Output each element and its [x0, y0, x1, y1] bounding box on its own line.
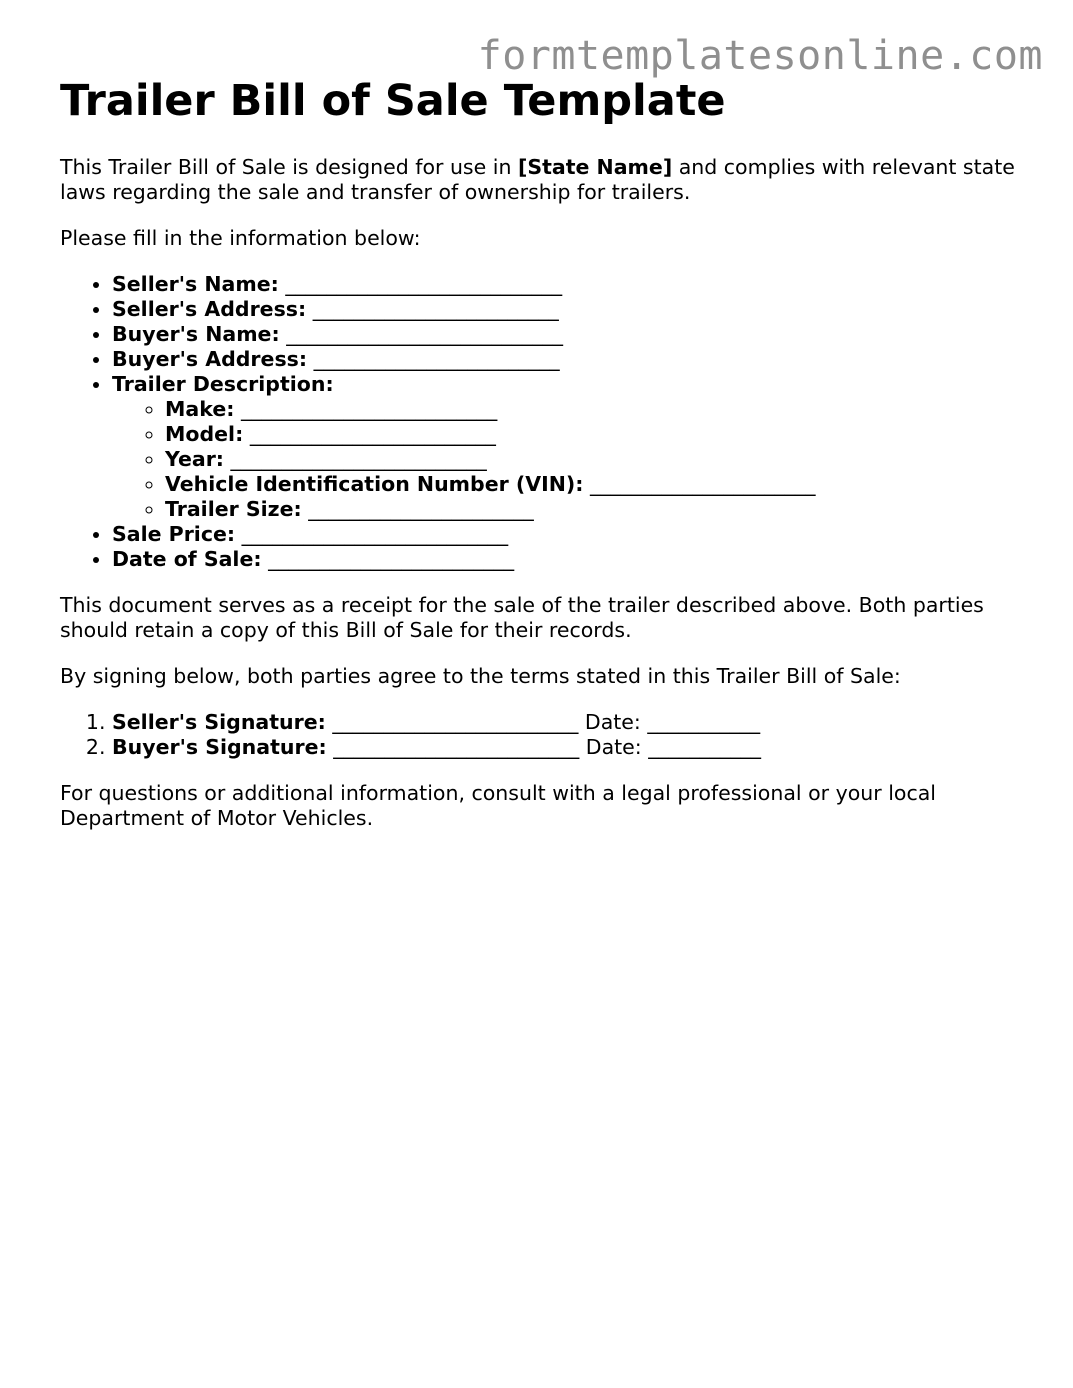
- list-item-seller-signature: [112, 710, 1020, 735]
- buyer-address-field[interactable]: ________________________: [313, 347, 560, 371]
- buyer-name-label: Buyer's Name:: [112, 322, 280, 346]
- buyer-signature-label: Buyer's Signature:: [112, 735, 327, 759]
- buyer-date-label: Date:: [585, 735, 642, 759]
- document-title: Trailer Bill of Sale Template: [60, 76, 726, 126]
- buyer-signature-field[interactable]: ________________________: [333, 735, 580, 759]
- seller-signature-label: Seller's Signature:: [112, 710, 326, 734]
- date-of-sale-label: Date of Sale:: [112, 547, 262, 571]
- seller-date-label: Date:: [584, 710, 641, 734]
- seller-date-field[interactable]: ___________: [647, 710, 761, 734]
- signature-list: [60, 710, 1020, 760]
- intro-paragraph: [60, 155, 1020, 205]
- list-item-buyer-address: [112, 347, 1020, 372]
- intro-text-after: and complies with relevant state laws regarding the sale and transfer of ownership for trailers.: [60, 155, 1015, 204]
- site-watermark: formtemplatesonline.com: [477, 33, 1043, 79]
- list-item-trailer-description: [112, 372, 1020, 522]
- list-item-buyer-name: [112, 322, 1020, 347]
- seller-address-label: Seller's Address:: [112, 297, 307, 321]
- intro-text-before: This Trailer Bill of Sale is designed for use in: [60, 155, 518, 179]
- seller-signature-field[interactable]: ________________________: [332, 710, 579, 734]
- list-item-sale-price: [112, 522, 1020, 547]
- sale-price-label: Sale Price:: [112, 522, 236, 546]
- document-body: [60, 155, 1020, 852]
- list-item-seller-name: [112, 272, 1020, 297]
- model-label: Model:: [165, 422, 244, 446]
- model-field[interactable]: ________________________: [249, 422, 496, 446]
- list-item-trailer-size: [165, 497, 1020, 522]
- closing-paragraph: For questions or additional information, consult with a legal professional or your local Department of Motor Vehicles.: [60, 781, 936, 830]
- buyer-date-field[interactable]: ___________: [648, 735, 761, 759]
- list-item-date-of-sale: [112, 547, 1020, 572]
- buyer-address-label: Buyer's Address:: [112, 347, 308, 371]
- year-label: Year:: [165, 447, 225, 471]
- instructions-paragraph: Please fill in the information below:: [60, 226, 421, 250]
- trailer-size-label: Trailer Size:: [165, 497, 302, 521]
- date-of-sale-field[interactable]: ________________________: [268, 547, 515, 571]
- make-label: Make:: [165, 397, 235, 421]
- seller-name-field[interactable]: ___________________________: [285, 272, 563, 296]
- seller-address-field[interactable]: ________________________: [312, 297, 559, 321]
- signing-paragraph: By signing below, both parties agree to the terms stated in this Trailer Bill of Sale:: [60, 664, 901, 688]
- list-item-make: [165, 397, 1020, 422]
- list-item-buyer-signature: [112, 735, 1020, 760]
- trailer-description-label: Trailer Description:: [112, 372, 334, 396]
- vin-field[interactable]: ______________________: [590, 472, 816, 496]
- list-item-vin: [165, 472, 1020, 497]
- list-item-seller-address: [112, 297, 1020, 322]
- buyer-name-field[interactable]: ___________________________: [286, 322, 563, 346]
- make-field[interactable]: _________________________: [240, 397, 498, 421]
- sale-details-list: [60, 272, 1020, 572]
- year-field[interactable]: _________________________: [230, 447, 487, 471]
- vin-label: Vehicle Identification Number (VIN):: [165, 472, 584, 496]
- list-item-model: [165, 422, 1020, 447]
- receipt-paragraph: This document serves as a receipt for the sale of the trailer described above. Both parties should retain a copy of this Bill of Sale for their records.: [60, 593, 984, 642]
- seller-name-label: Seller's Name:: [112, 272, 279, 296]
- trailer-description-sublist: [112, 397, 1020, 522]
- sale-price-field[interactable]: __________________________: [241, 522, 509, 546]
- list-item-year: [165, 447, 1020, 472]
- state-name-placeholder: [State Name]: [517, 155, 673, 179]
- trailer-size-field[interactable]: ______________________: [308, 497, 534, 521]
